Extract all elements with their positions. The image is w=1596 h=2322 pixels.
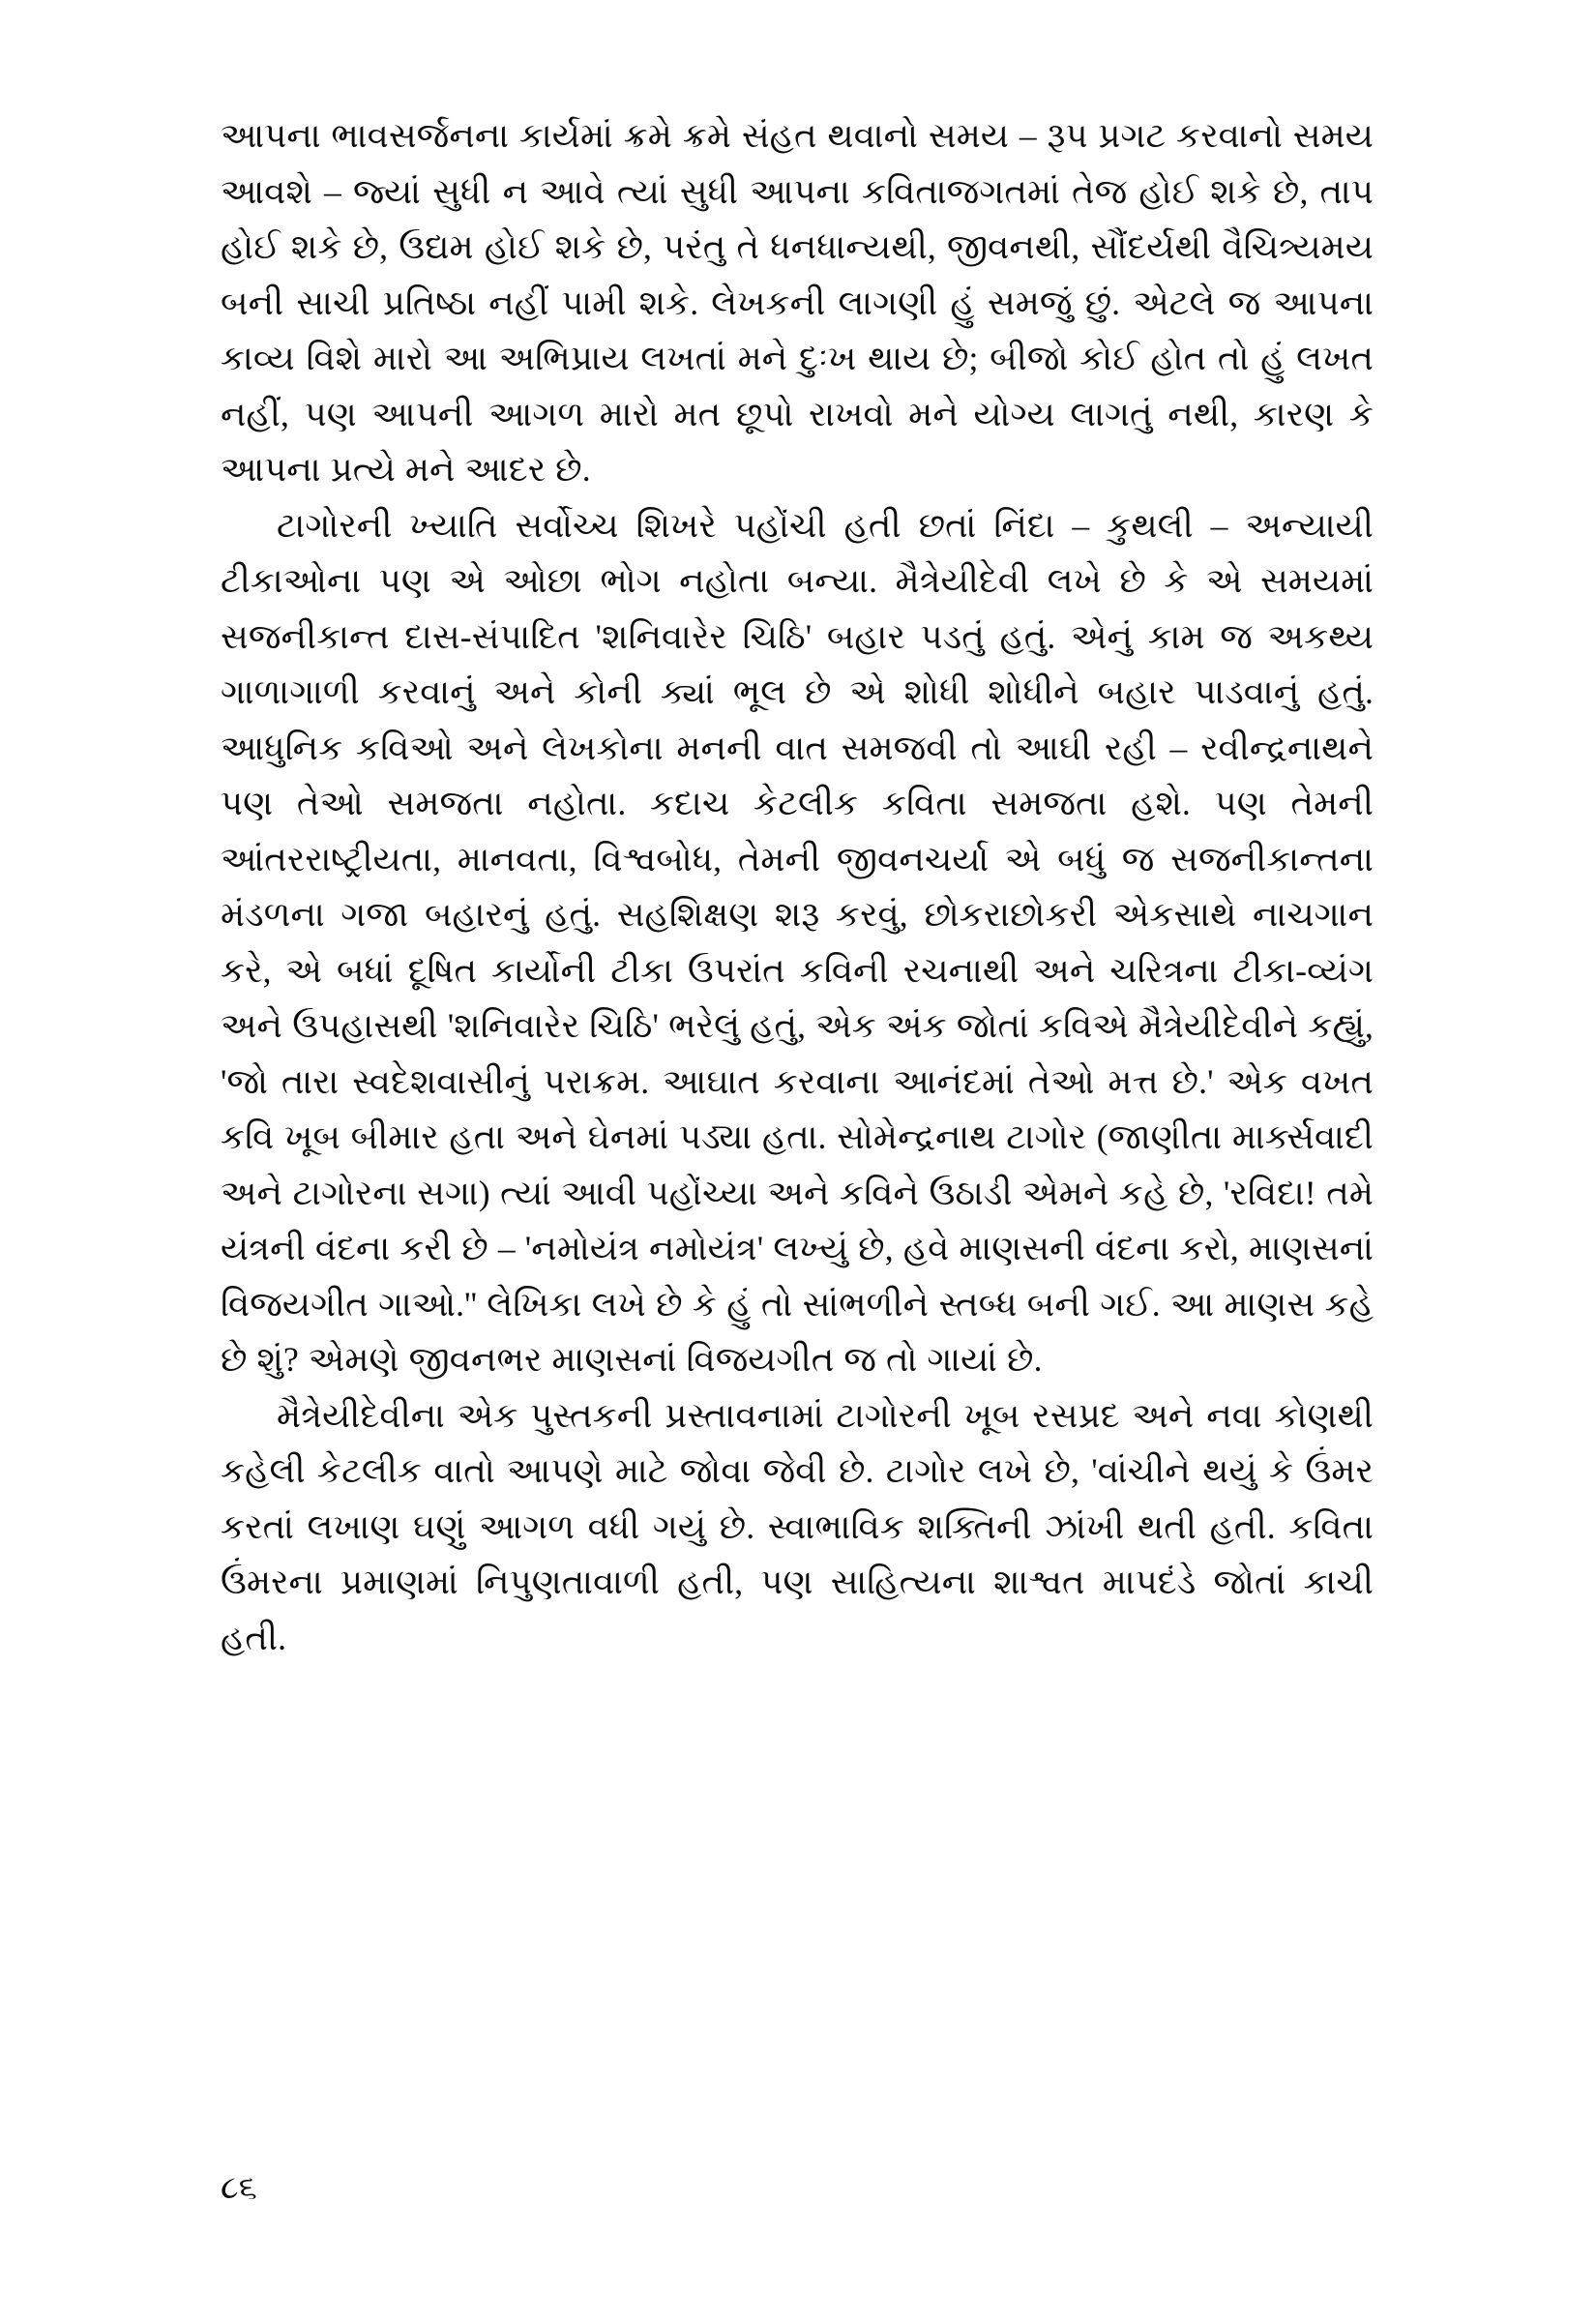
paragraph-2: ટાગોરની ખ્યાતિ સર્વોચ્ચ શિખરે પહોંચી હતી છતાં નિંદા – કુથલી – અન્યાયી ટીકાઓના પણ એ ઓછા ભોગ નહોતા બન્યા. મૈત્રેયીદેવી લખે છે કે એ સમયમાં સજનીકાન્ત દાસ-સંપાદિત 'શનિવારેર ચિઠિ' બહાર પડતું હતું. એનું કામ જ અકથ્ય ગાળાગાળી કરવાનું અને કોની ક્યાં ભૂલ છે એ શોધી શોધીને બહાર પાડવાનું હતું. આધુનિક કવિઓ અને લેખકોના મનની વાત સમજવી તો આઘી રહી – રવીન્દ્રનાથને પણ તેઓ સમજતા નહોતા. કદાચ કેટલીક કવિતા સમજતા હશે. પણ તેમની આંતરરાષ્ટ્રીયતા, માનવતા, વિશ્વબોધ, તેમની જીવનચર્યા એ બધું જ સજનીકાન્તના મંડળના ગજા બહારનું હતું. સહશિક્ષણ શરૂ કરવું, છોકરાછોકરી એકસાથે નાચગાન કરે, એ બધાં દૂષિત કાર્યોની ટીકા ઉપરાંત કવિની રચનાથી અને ચરિત્રના ટીકા-વ્યંગ અને ઉપહાસથી 'શનિવારેર ચિઠિ' ભરેલું હતું, એક અંક જોતાં કવિએ મૈત્રેયીદેવીને કહ્યું, 'જો તારા સ્વદેશવાસીનું પરાક્રમ. આઘાત કરવાના આનંદમાં તેઓ મત્ત છે.' એક વખત કવિ ખૂબ બીમાર હતા અને ઘેનમાં પડ્યા હતા. સોમેન્દ્રનાથ ટાગોર (જાણીતા માર્ક્સવાદી અને ટાગોરના સગા) ત્યાં આવી પહોંચ્યા અને કવિને ઉઠાડી એમને કહે છે, 'રવિદા! તમે યંત્રની વંદના કરી છે – 'નમોયંત્ર નમોયંત્ર' લખ્યું છે, હવે માણસની વંદના કરો, માણસનાં વિજયગીત ગાઓ.'' લેખિકા લખે છે કે હું તો સાંભળીને સ્તબ્ધ બની ગઈ. આ માણસ કહે છે શું? એમણે જીવનભર માણસનાં વિજયગીત જ તો ગાયાં છે. (221, 505, 1374, 1379)
body-text-column (221, 108, 1374, 1666)
paragraph-3: મૈત્રેયીદેવીના એક પુસ્તકની પ્રસ્તાવનામાં ટાગોરની ખૂબ રસપ્રદ અને નવા કોણથી કહેલી કેટલીક વાતો આપણે માટે જોવા જેવી છે. ટાગોર લખે છે, 'વાંચીને થયું કે ઉંમર કરતાં લખાણ ઘણું આગળ વધી ગયું છે. સ્વાભાવિક શક્તિની ઝાંખી થતી હતી. કવિતા ઉંમરના પ્રમાણમાં નિપુણતાવાળી હતી, પણ સાહિત્યના શાશ્વત માપદંડે જોતાં કાચી હતી. (221, 1395, 1374, 1657)
page-number: ૮૬ (221, 2170, 257, 2206)
paragraph-1: આપના ભાવસર્જનના કાર્યમાં ક્રમે ક્રમે સંહત થવાનો સમય – રૂપ પ્રગટ કરવાનો સમય આવશે – જ્યાં સુધી ન આવે ત્યાં સુધી આપના કવિતાજગતમાં તેજ હોઈ શકે છે, તાપ હોઈ શકે છે, ઉદ્યમ હોઈ શકે છે, પરંતુ તે ધનધાન્યથી, જીવનથી, સૌંદર્યથી વૈચિત્ર્યમય બની સાચી પ્રતિષ્ઠા નહીં પામી શકે. લેખકની લાગણી હું સમજું છું. એટલે જ આપના કાવ્ય વિશે મારો આ અભિપ્રાય લખતાં મને દુઃખ થાય છે; બીજો કોઈ હોત તો હું લખત નહીં, પણ આપની આગળ મારો મત છૂપો રાખવો મને યોગ્ય લાગતું નથી, કારણ કે આપના પ્રત્યે મને આદર છે. (221, 116, 1374, 489)
